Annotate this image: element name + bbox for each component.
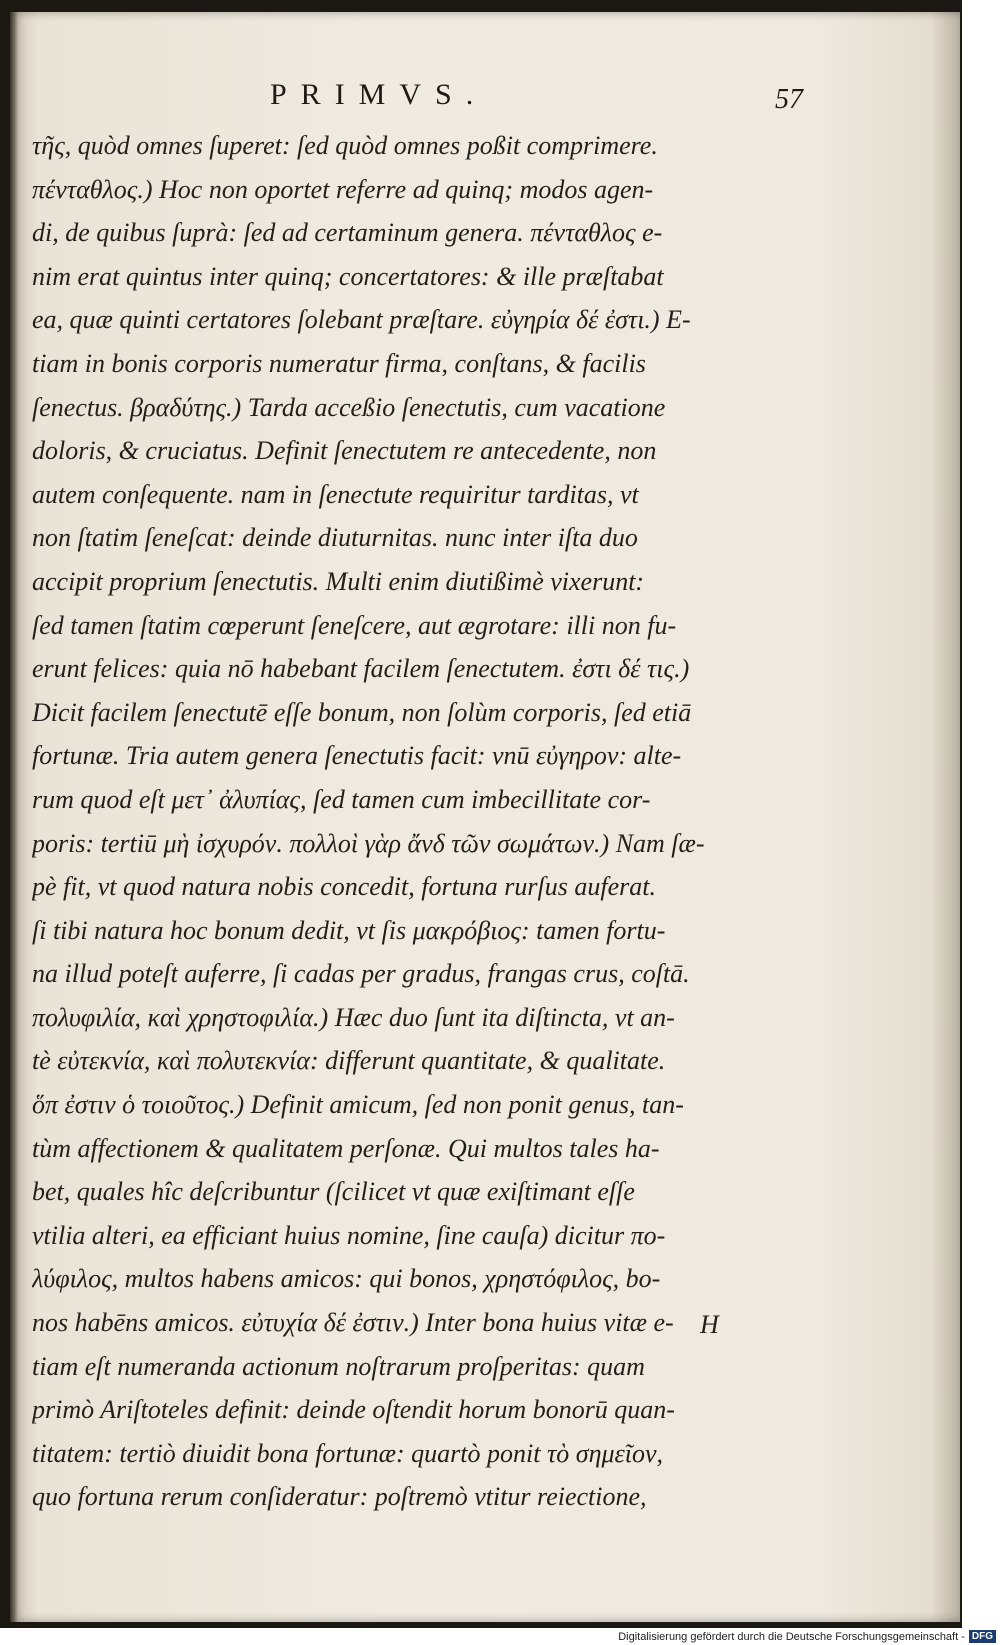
- page-number: 57: [775, 84, 803, 115]
- text-line: ὅπ ἐστιν ὁ τοιοῦτος.) Definit amicum, ſed non ponit genus, tan-: [32, 1090, 684, 1120]
- text-line: πολυφιλία, καὶ χρηστοφιλία.) Hæc duo ſunt ita diſtincta, vt an-: [32, 1002, 675, 1032]
- dfg-logo: DFG: [969, 1630, 996, 1643]
- text-line: ea, quæ quinti certatores ſolebant præſtare. εὐγηρία δέ ἐστι.) E-: [32, 305, 691, 335]
- text-line: ſed tamen ſtatim cœperunt ſeneſcere, aut ægrotare: illi non fu-: [32, 610, 677, 640]
- text-line: bet, quales hîc deſcribuntur (ſcilicet vt quæ exiſtimant eſſe: [32, 1177, 635, 1207]
- text-line: erunt felices: quia nō habebant facilem ſenectutem. ἐστι δέ τις.): [32, 654, 690, 684]
- text-line: poris: tertiū μὴ ἰσχυρόν. πολλοὶ γὰρ ἄνδ τῶν σωμάτων.) Nam ſæ-: [32, 828, 705, 858]
- text-line: accipit proprium ſenectutis. Multi enim diutißimè vixerunt:: [32, 566, 645, 596]
- text-line: ſi tibi natura hoc bonum dedit, vt ſis μακρόβιος: tamen fortu-: [32, 915, 666, 945]
- text-line: autem conſequente. nam in ſenectute requiritur tarditas, vt: [32, 479, 639, 509]
- text-line: nim erat quintus inter quinq; concertatores: & ille præſtabat: [32, 261, 664, 291]
- running-head: PRIMVS.: [270, 78, 488, 111]
- text-line: primò Ariſtoteles definit: deinde oſtendit horum bonorū quan-: [32, 1395, 675, 1425]
- text-line: fortunæ. Tria autem genera ſenectutis facit: vnū εὐγηρον: alte-: [32, 741, 682, 771]
- text-line: tiam in bonis corporis numeratur firma, conſtans, & facilis: [32, 348, 646, 378]
- text-line: πένταθλος.) Hoc non oportet referre ad quinq; modos agen-: [32, 174, 654, 204]
- text-line: pè fit, vt quod natura nobis concedit, fortuna rurſus auferat.: [32, 872, 656, 902]
- text-line: titatem: tertiò diuidit bona fortunæ: quartò ponit τὸ σημεῖον,: [32, 1438, 664, 1468]
- text-line: λύφιλος, multos habens amicos: qui bonos, χρηστόφιλος, bo-: [32, 1264, 661, 1294]
- text-line: rum quod eſt μετ᾽ ἀλυπίας, ſed tamen cum imbecillitate cor-: [32, 784, 651, 814]
- text-line: τῆς, quòd omnes ſuperet: ſed quòd omnes poßit comprimere.: [32, 131, 658, 160]
- text-line: non ſtatim ſeneſcat: deinde diuturnitas. nunc inter iſta duo: [32, 523, 638, 553]
- text-line: vtilia alteri, ea efficiant huius nomine, ſine cauſa) dicitur πο-: [32, 1220, 666, 1250]
- text-line: tùm affectionem & qualitatem perſonæ. Qui multos tales ha-: [32, 1133, 660, 1163]
- text-line: doloris, & cruciatus. Definit ſenectutem re antecedente, non: [32, 436, 657, 466]
- text-line: nos habēns amicos. εὐτυχία δέ ἐστιν.) Inter bona huius vitæ e-: [32, 1308, 674, 1338]
- text-line: di, de quibus ſuprà: ſed ad certaminum genera. πένταθλος e-: [32, 218, 663, 248]
- text-line: ſenectus. βραδύτης.) Tarda acceßio ſenectutis, cum vacatione: [32, 392, 666, 422]
- page-gutter-shadow: [10, 12, 18, 1622]
- catchword: H: [700, 1310, 719, 1339]
- footer-credit-text: Digitalisierung gefördert durch die Deutsche Forschungsgemeinschaft -: [618, 1630, 965, 1643]
- text-line: quo fortuna rerum conſideratur: poſtremò vtitur reiectione,: [32, 1482, 647, 1512]
- digitization-footer: [500, 1628, 1000, 1645]
- text-line: tè εὐτεκνία, καὶ πολυτεκνία: differunt quantitate, & qualitate.: [32, 1046, 666, 1076]
- text-line: na illud poteſt auferre, ſi cadas per gradus, frangas crus, coſtā.: [32, 959, 690, 989]
- body-text: [32, 124, 772, 1519]
- text-line: tiam eſt numeranda actionum noſtrarum proſperitas: quam: [32, 1351, 645, 1381]
- text-line: Dicit facilem ſenectutē eſſe bonum, non ſolùm corporis, ſed etiā: [32, 697, 692, 727]
